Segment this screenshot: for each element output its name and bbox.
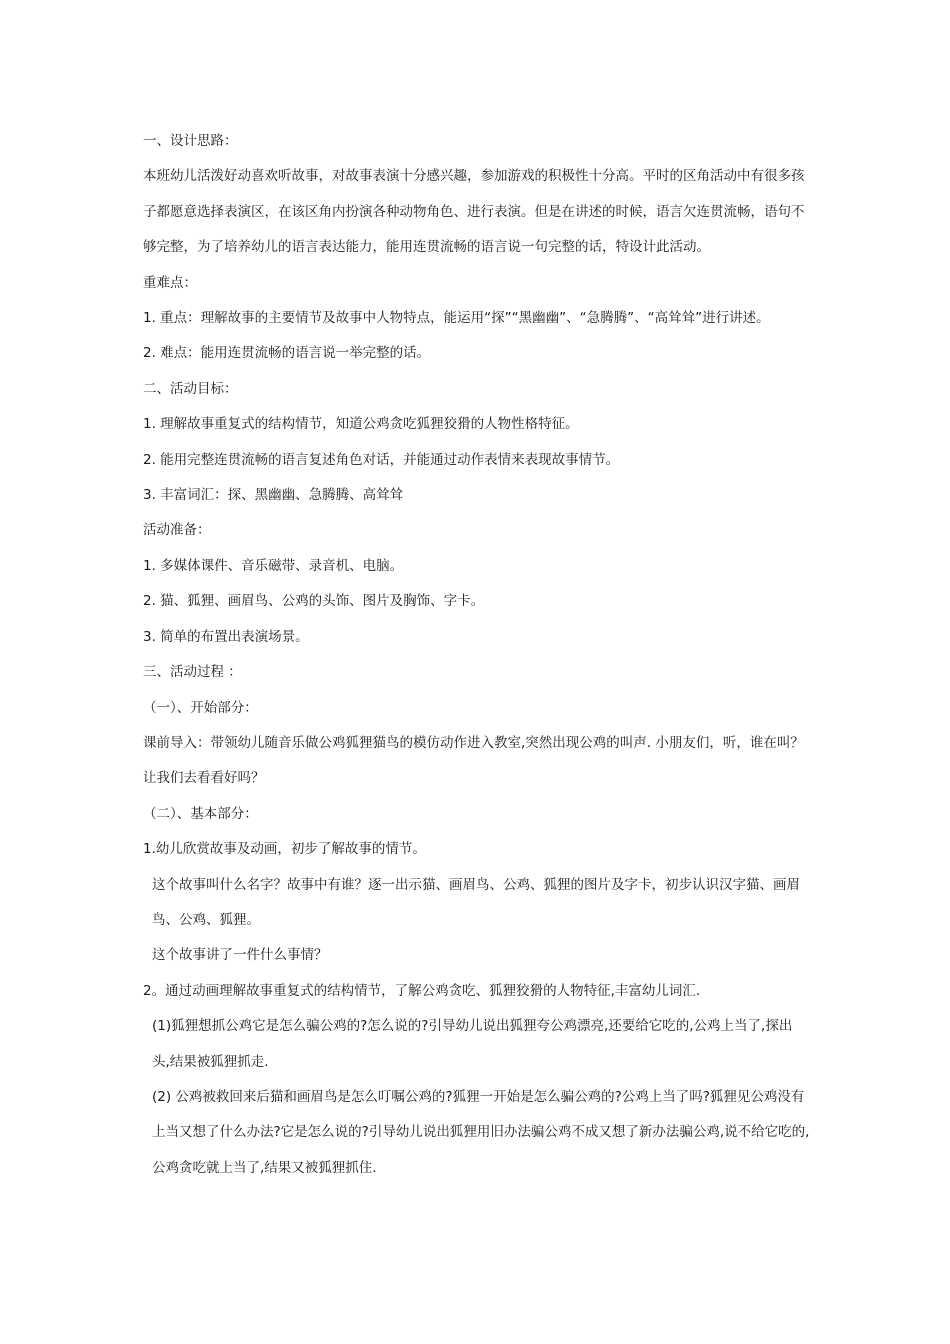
section-heading-design: 一、设计思路： bbox=[143, 133, 238, 149]
step-1-question-2: 这个故事讲了一件什么事情？ bbox=[152, 947, 328, 964]
document-body bbox=[143, 124, 810, 1186]
step-2-item-2: (2) 公鸡被救回来后猫和画眉鸟是怎么叮嘱公鸡的?狐狸一开始是怎么骗公鸡的?公鸡上当了吗?狐狸见公鸡没有上当又想了什么办法?它是怎么说的?引导幼儿说出狐狸用旧办法骗公鸡不成又想了新办法骗公鸡,说不给它吃的,公鸡贪吃就上当了,结果又被狐狸抓住. bbox=[152, 1088, 810, 1176]
preparation-2: 2. 猫、狐狸、画眉鸟、公鸡的头饰、图片及胸饰、字卡。 bbox=[143, 593, 485, 610]
design-paragraph: 本班幼儿活泼好动喜欢听故事，对故事表演十分感兴趣，参加游戏的积极性十分高。平时的区角活动中有很多孩子都愿意选择表演区，在该区角内扮演各种动物角色、进行表演。但是在讲述的时候，语言欠连贯流畅，语句不够完整，为了培养幼儿的语言表达能力，能用连贯流畅的语言说一句完整的话，特设计此活动。 bbox=[143, 168, 805, 256]
section-heading-process: 三、活动过程 ： bbox=[143, 664, 242, 681]
preparation-3: 3. 简单的布置出表演场景。 bbox=[143, 628, 309, 645]
step-1-heading: 1.幼儿欣赏故事及动画，初步了解故事的情节。 bbox=[143, 841, 426, 858]
preparation-1: 1. 多媒体课件、音乐磁带、录音机、电脑。 bbox=[143, 557, 404, 574]
key-point-1: 1. 重点：理解故事的主要情节及故事中人物特点，能运用“探”“黑幽幽”、“急腾腾”、“高耸耸”进行讲述。 bbox=[143, 310, 770, 327]
subsection-heading-basic: （二）、基本部分： bbox=[143, 805, 258, 822]
intro-paragraph: 课前导入：带领幼儿随音乐做公鸡狐狸猫鸟的模仿动作进入教室,突然出现公鸡的叫声. 小朋友们，听，谁在叫？让我们去看看好吗？ bbox=[143, 734, 804, 787]
subsection-heading-start: （一）、开始部分： bbox=[143, 699, 258, 716]
goal-3: 3. 丰富词汇：探、黑幽幽、急腾腾、高耸耸 bbox=[143, 487, 404, 504]
key-point-2: 2. 难点：能用连贯流畅的语言说一举完整的话。 bbox=[143, 345, 431, 362]
section-heading-key-points: 重难点： bbox=[143, 274, 197, 291]
step-1-question-1: 这个故事叫什么名字？故事中有谁？逐一出示猫、画眉鸟、公鸡、狐狸的图片及字卡，初步认识汉字猫、画眉鸟、公鸡、狐狸。 bbox=[152, 876, 800, 928]
goal-1: 1. 理解故事重复式的结构情节，知道公鸡贪吃狐狸狡猾的人物性格特征。 bbox=[143, 416, 579, 433]
goal-2: 2. 能用完整连贯流畅的语言复述角色对话，并能通过动作表情来表现故事情节。 bbox=[143, 451, 620, 468]
step-2-heading: 2。通过动画理解故事重复式的结构情节，了解公鸡贪吃、狐狸狡猾的人物特征,丰富幼儿词汇. bbox=[143, 982, 701, 999]
step-2-item-1: (1)狐狸想抓公鸡它是怎么骗公鸡的?怎么说的?引导幼儿说出狐狸夸公鸡漂亮,还要给它吃的,公鸡上当了,探出头,结果被狐狸抓走. bbox=[152, 1018, 793, 1070]
section-heading-preparation: 活动准备： bbox=[143, 522, 211, 539]
section-heading-goals: 二、活动目标： bbox=[143, 380, 238, 397]
